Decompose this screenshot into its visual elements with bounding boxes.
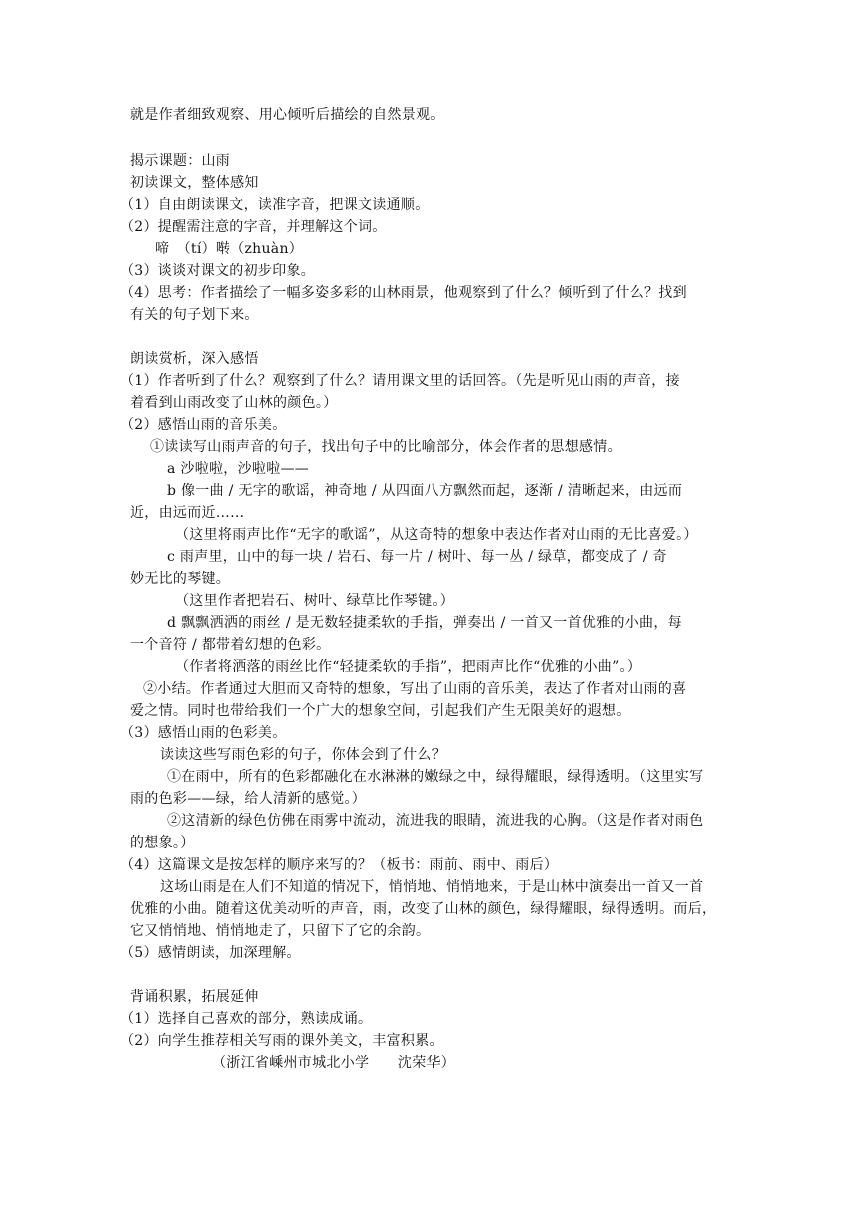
text-line: 就是作者细致观察、用心倾听后描绘的自然景观。	[130, 107, 445, 123]
text-line: b 像一曲 / 无字的歌谣，神奇地 / 从四面八方飘然而起，逐渐 / 清晰起来，由远而	[167, 483, 683, 499]
text-line: 近，由远而近……	[130, 505, 245, 521]
text-line: （3）谈谈对课文的初步印象。	[120, 263, 316, 279]
text-line: d 飘飘洒洒的雨丝 / 是无数轻捷柔软的手指，弹奏出 / 一首又一首优雅的小曲，每	[167, 615, 682, 631]
text-line: 读读这些写雨色彩的句子，你体会到了什么？	[160, 747, 446, 763]
text-line: （1）自由朗读课文，读准字音，把课文读通顺。	[120, 197, 430, 213]
text-line: （浙江省嵊州市城北小学 沈荣华）	[212, 1055, 456, 1071]
text-line: 着看到山雨改变了山林的颜色。）	[130, 395, 338, 411]
text-line: 初读课文，整体感知	[130, 175, 259, 191]
text-line: 雨的色彩——绿，给人清新的感觉。）	[130, 791, 367, 807]
text-line: （4）思考：作者描绘了一幅多姿多彩的山林雨景，他观察到了什么？倾听到了什么？找到	[120, 285, 687, 301]
text-line: 妙无比的琴键。	[130, 571, 231, 587]
text-line: 朗读赏析，深入感悟	[130, 351, 259, 367]
text-line: （作者将洒落的雨丝比作“轻捷柔软的手指”，把雨声比作“优雅的小曲”。）	[175, 659, 642, 675]
text-line: 啼 （tí）啭（zhuàn）	[155, 241, 304, 257]
text-line: ①读读写山雨声音的句子，找出句子中的比喻部分，体会作者的思想感情。	[150, 439, 622, 455]
text-line: ①在雨中，所有的色彩都融化在水淋淋的嫩绿之中，绿得耀眼，绿得透明。（这里实写	[167, 769, 704, 785]
text-line: a 沙啦啦，沙啦啦——	[167, 461, 310, 477]
text-line: （4）这篇课文是按怎样的顺序来写的？（板书：雨前、雨中、雨后）	[120, 857, 559, 873]
text-line: 揭示课题：山雨	[130, 153, 231, 169]
text-line: （2）向学生推荐相关写雨的课外美文，丰富积累。	[120, 1033, 444, 1049]
text-line: （1）选择自己喜欢的部分，熟读成诵。	[120, 1011, 373, 1027]
text-line: ②小结。作者通过大胆而又奇特的想象，写出了山雨的音乐美，表达了作者对山雨的喜	[143, 681, 687, 697]
text-line: （3）感悟山雨的色彩美。	[120, 725, 287, 741]
text-line: （1）作者听到了什么？观察到了什么？请用课文里的话回答。（先是听见山雨的声音，接	[120, 373, 680, 389]
text-line: （这里作者把岩石、树叶、绿草比作琴键。）	[175, 593, 454, 609]
text-line: 一个音符 / 都带着幻想的色彩。	[130, 637, 331, 653]
text-line: 优雅的小曲。随着这优美动听的声音，雨，改变了山林的颜色，绿得耀眼，绿得透明。而后，	[130, 901, 717, 917]
text-line: （这里将雨声比作“无字的歌谣”，从这奇特的想象中表达作者对山雨的无比喜爱。）	[175, 527, 698, 543]
text-line: 背诵积累，拓展延伸	[130, 989, 259, 1005]
text-line: c 雨声里，山中的每一块 / 岩石、每一片 / 树叶、每一丛 / 绿草，都变成了 / 奇	[167, 549, 667, 565]
text-line: 的想象。）	[130, 835, 195, 851]
text-line: 这场山雨是在人们不知道的情况下，悄悄地、悄悄地来，于是山林中演奏出一首又一首	[160, 879, 704, 895]
text-line: 有关的句子划下来。	[130, 307, 259, 323]
text-line: 它又悄悄地、悄悄地走了，只留下了它的余韵。	[130, 923, 431, 939]
text-line: （2）提醒需注意的字音，并理解这个词。	[120, 219, 387, 235]
text-line: ②这清新的绿色仿佛在雨雾中流动，流进我的眼睛，流进我的心胸。（这是作者对雨色	[167, 813, 704, 829]
text-line: 爱之情。同时也带给我们一个广大的想象空间，引起我们产生无限美好的遐想。	[130, 703, 631, 719]
text-line: （5）感情朗读，加深理解。	[120, 945, 301, 961]
text-line: （2）感悟山雨的音乐美。	[120, 417, 287, 433]
